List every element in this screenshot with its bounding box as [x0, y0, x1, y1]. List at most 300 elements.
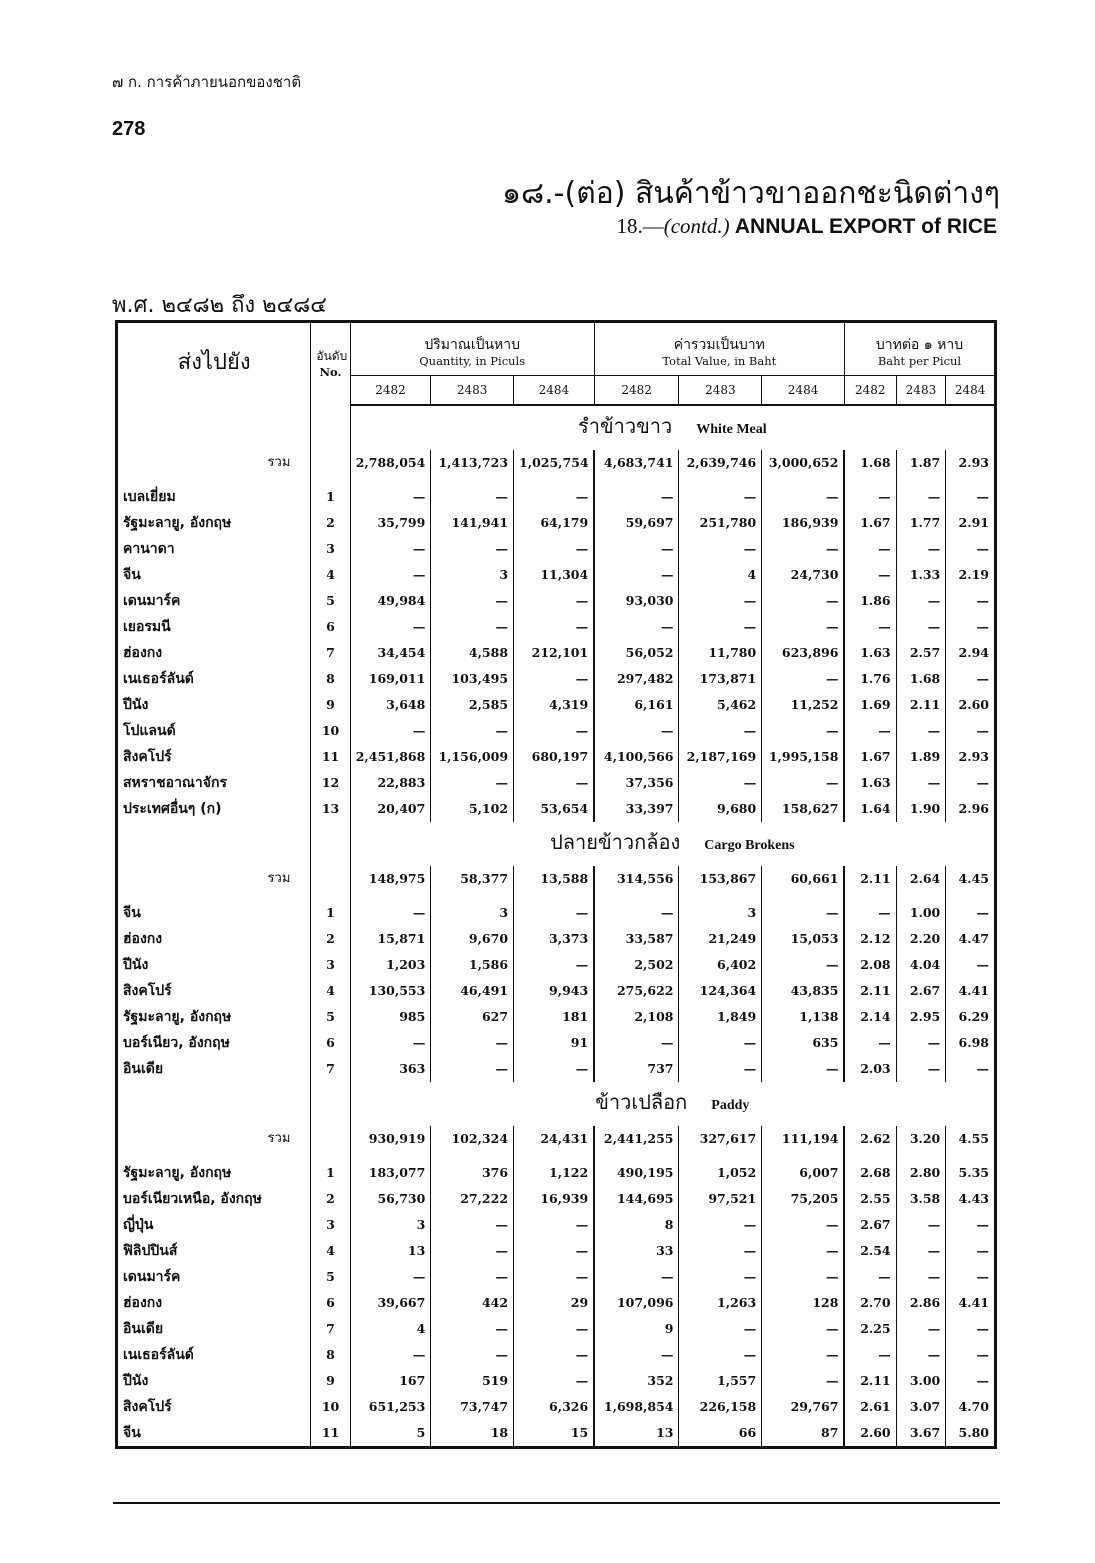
value-cell: — — [762, 1238, 845, 1264]
price-cell: — — [844, 484, 896, 510]
value-cell: 2,639,746 — [679, 450, 762, 476]
value-cell: 490,195 — [594, 1160, 679, 1186]
value-cell: — — [679, 1264, 762, 1290]
destination-cell: เดนมาร์ค — [117, 1264, 311, 1290]
quantity-cell: 930,919 — [350, 1126, 431, 1152]
value-cell: — — [594, 1342, 679, 1368]
value-cell: 4 — [679, 562, 762, 588]
rank-cell: 6 — [311, 1290, 350, 1316]
value-cell: — — [679, 536, 762, 562]
quantity-cell: 64,179 — [514, 510, 595, 536]
rank-cell: 5 — [311, 1004, 350, 1030]
price-cell: — — [844, 1030, 896, 1056]
value-cell: — — [594, 1264, 679, 1290]
quantity-cell: 148,975 — [350, 866, 431, 892]
value-cell: 153,867 — [679, 866, 762, 892]
year-header: 2483 — [679, 376, 762, 406]
price-cell: — — [896, 1316, 946, 1342]
value-cell: — — [594, 536, 679, 562]
quantity-cell: 183,077 — [350, 1160, 431, 1186]
spacer-cell — [762, 892, 845, 900]
price-cell: 1.86 — [844, 588, 896, 614]
price-cell: — — [844, 562, 896, 588]
value-cell: 37,356 — [594, 770, 679, 796]
blank-cell — [311, 405, 350, 450]
table-row — [117, 588, 996, 614]
spacer-row — [117, 892, 996, 900]
quantity-cell: 20,407 — [350, 796, 431, 822]
title-en-contd: (contd.) — [663, 214, 730, 238]
destination-cell: เยอรมนี — [117, 614, 311, 640]
value-cell: 29,767 — [762, 1394, 845, 1420]
quantity-cell: — — [514, 1342, 595, 1368]
price-cell: — — [896, 1342, 946, 1368]
spacer-cell — [311, 476, 350, 484]
value-cell: — — [762, 718, 845, 744]
quantity-cell: 5,102 — [431, 796, 514, 822]
price-cell: 4.45 — [958, 871, 989, 886]
table-row — [117, 536, 996, 562]
quantity-cell: 141,941 — [431, 510, 514, 536]
quantity-cell: 22,883 — [350, 770, 431, 796]
quantity-cell: 3,373 — [514, 926, 595, 952]
spacer-cell — [946, 476, 996, 484]
value-cell: 314,556 — [594, 866, 679, 892]
quantity-cell: — — [350, 536, 431, 562]
price-cell: — — [896, 1030, 946, 1056]
value-cell: 173,871 — [679, 666, 762, 692]
spacer-cell — [594, 1152, 679, 1160]
total-label: รวม — [117, 1126, 311, 1152]
total-row — [117, 866, 996, 892]
value-cell: 128 — [762, 1290, 845, 1316]
table-row — [117, 666, 996, 692]
value-cell: — — [762, 666, 845, 692]
year-header: 2482 — [844, 376, 896, 406]
quantity-cell: — — [514, 484, 595, 510]
spacer-cell — [514, 1152, 595, 1160]
value-cell: — — [762, 952, 845, 978]
value-cell: 60,661 — [762, 866, 845, 892]
table-row — [117, 952, 996, 978]
value-cell: 2,441,255 — [594, 1126, 679, 1152]
price-cell: — — [844, 1264, 896, 1290]
value-cell: — — [679, 614, 762, 640]
quantity-cell: — — [431, 614, 514, 640]
value-cell: 2,502 — [594, 952, 679, 978]
quantity-cell: — — [514, 900, 595, 926]
price-cell: 2.93 — [958, 749, 989, 764]
price-cell: 2.60 — [958, 697, 989, 712]
total-label: รวม — [117, 866, 311, 892]
rank-cell: 2 — [311, 1186, 350, 1212]
rank-cell: 10 — [311, 718, 350, 744]
table-row — [117, 1160, 996, 1186]
price-cell: — — [976, 957, 989, 972]
price-cell: 2.11 — [844, 1368, 896, 1394]
value-cell: — — [762, 1212, 845, 1238]
value-cell: 56,052 — [594, 640, 679, 666]
rank-cell: 7 — [311, 1056, 350, 1082]
destination-cell: เดนมาร์ค — [117, 588, 311, 614]
destination-cell: อินเดีย — [117, 1056, 311, 1082]
quantity-cell: — — [350, 614, 431, 640]
quantity-cell: — — [350, 562, 431, 588]
rank-cell: 3 — [311, 952, 350, 978]
spacer-cell — [311, 1152, 350, 1160]
quantity-cell: 1,203 — [350, 952, 431, 978]
spacer-cell — [679, 1152, 762, 1160]
spacer-cell — [594, 476, 679, 484]
price-cell: 2.60 — [844, 1420, 896, 1448]
price-cell: — — [896, 770, 946, 796]
rank-cell: 6 — [311, 614, 350, 640]
destination-cell: เนเธอร์ลันด์ — [117, 1342, 311, 1368]
table-row — [117, 718, 996, 744]
destination-cell: ฮ่องกง — [117, 926, 311, 952]
price-cell: 6.29 — [958, 1009, 989, 1024]
spacer-cell — [514, 476, 595, 484]
quantity-cell: 9,670 — [431, 926, 514, 952]
rank-cell — [311, 866, 350, 892]
quantity-cell: — — [431, 1342, 514, 1368]
price-cell: 1.87 — [896, 450, 946, 476]
price-cell: 1.69 — [844, 692, 896, 718]
quantity-cell: — — [514, 1264, 595, 1290]
value-cell: 251,780 — [679, 510, 762, 536]
value-cell: 2,108 — [594, 1004, 679, 1030]
table-row — [117, 1290, 996, 1316]
quantity-cell: 24,431 — [514, 1126, 595, 1152]
running-header: ๗ ก. การค้าภายนอกของชาติ — [112, 73, 302, 91]
quantity-cell: 3 — [350, 1212, 431, 1238]
quantity-cell: 58,377 — [431, 866, 514, 892]
spacer-cell — [431, 476, 514, 484]
table-row — [117, 1212, 996, 1238]
value-cell: 1,052 — [679, 1160, 762, 1186]
quantity-cell: — — [431, 718, 514, 744]
value-cell: — — [679, 1056, 762, 1082]
table-body — [117, 405, 996, 1448]
destination-cell: เบลเยี่ยม — [117, 484, 311, 510]
price-cell: — — [976, 1321, 989, 1336]
quantity-cell: — — [350, 1342, 431, 1368]
year-header: 2483 — [896, 376, 946, 406]
price-cell: — — [976, 489, 989, 504]
value-cell: 6,007 — [762, 1160, 845, 1186]
value-cell: 1,698,854 — [594, 1394, 679, 1420]
price-cell: 1.90 — [896, 796, 946, 822]
title-en-main: ANNUAL EXPORT of RICE — [734, 215, 997, 238]
spacer-row — [117, 1152, 996, 1160]
table-row — [117, 1186, 996, 1212]
price-cell: — — [844, 536, 896, 562]
table-row — [117, 1264, 996, 1290]
table-row — [117, 562, 996, 588]
quantity-cell: 2,585 — [431, 692, 514, 718]
quantity-cell: — — [431, 1316, 514, 1342]
value-cell: — — [679, 1030, 762, 1056]
page-number: 278 — [112, 118, 146, 140]
quantity-cell: 91 — [514, 1030, 595, 1056]
price-cell: 2.19 — [958, 567, 989, 582]
value-cell: 21,249 — [679, 926, 762, 952]
quantity-cell: — — [514, 1238, 595, 1264]
value-cell: 226,158 — [679, 1394, 762, 1420]
spacer-cell — [896, 1152, 946, 1160]
value-cell: 8 — [594, 1212, 679, 1238]
destination-cell: จีน — [117, 562, 311, 588]
destination-cell: เนเธอร์ลันด์ — [117, 666, 311, 692]
price-cell: 2.11 — [844, 866, 896, 892]
price-cell: 2.62 — [844, 1126, 896, 1152]
quantity-cell: — — [514, 1212, 595, 1238]
value-cell: — — [679, 1316, 762, 1342]
section-name-english: Cargo Brokens — [704, 838, 795, 853]
quantity-cell: 15 — [514, 1420, 595, 1448]
price-cell: 1.67 — [844, 510, 896, 536]
section-heading — [350, 822, 995, 866]
spacer-cell — [594, 892, 679, 900]
price-cell: 2.93 — [958, 455, 989, 470]
price-cell: — — [896, 536, 946, 562]
quantity-cell: 2,451,868 — [350, 744, 431, 770]
value-cell: 66 — [679, 1420, 762, 1448]
value-cell: — — [762, 770, 845, 796]
spacer-row — [117, 476, 996, 484]
value-cell: 186,939 — [762, 510, 845, 536]
value-cell: 1,995,158 — [762, 744, 845, 770]
rank-cell: 12 — [311, 770, 350, 796]
value-cell: — — [679, 770, 762, 796]
destination-cell: สิงคโปร์ — [117, 978, 311, 1004]
price-cell: 2.12 — [844, 926, 896, 952]
value-cell: 4,100,566 — [594, 744, 679, 770]
section-heading-row — [117, 1082, 996, 1126]
quantity-cell: 181 — [514, 1004, 595, 1030]
bottom-rule — [113, 1502, 1000, 1504]
price-cell: 2.94 — [958, 645, 989, 660]
price-cell: — — [896, 1212, 946, 1238]
spacer-cell — [679, 892, 762, 900]
value-cell: 2,187,169 — [679, 744, 762, 770]
quantity-cell: 985 — [350, 1004, 431, 1030]
spacer-cell — [117, 476, 311, 484]
rank-cell: 11 — [311, 744, 350, 770]
table-row — [117, 1004, 996, 1030]
spacer-cell — [514, 892, 595, 900]
spacer-cell — [896, 476, 946, 484]
price-cell: 1.00 — [896, 900, 946, 926]
value-cell: 3 — [679, 900, 762, 926]
rank-cell: 1 — [311, 1160, 350, 1186]
quantity-cell: — — [514, 1056, 595, 1082]
table-row — [117, 1238, 996, 1264]
section-name-thai: ปลายข้าวกล้อง — [550, 830, 681, 854]
quantity-cell: 13 — [350, 1238, 431, 1264]
value-cell: 737 — [594, 1056, 679, 1082]
year-header: 2484 — [762, 376, 845, 406]
section-heading-row — [117, 822, 996, 866]
rank-cell: 3 — [311, 536, 350, 562]
value-cell: 1,138 — [762, 1004, 845, 1030]
price-cell: 2.11 — [896, 692, 946, 718]
price-cell: 2.91 — [958, 515, 989, 530]
section-heading-row — [117, 405, 996, 450]
rank-cell: 9 — [311, 1368, 350, 1394]
value-cell: — — [594, 718, 679, 744]
rank-cell: 7 — [311, 1316, 350, 1342]
blank-cell — [311, 1082, 350, 1126]
quantity-cell: 73,747 — [431, 1394, 514, 1420]
quantity-cell: — — [514, 1316, 595, 1342]
destination-cell: รัฐมะลายู, อังกฤษ — [117, 510, 311, 536]
quantity-cell: 6,326 — [514, 1394, 595, 1420]
quantity-cell: 4,588 — [431, 640, 514, 666]
price-cell: — — [896, 588, 946, 614]
destination-cell: สิงคโปร์ — [117, 744, 311, 770]
destination-cell: รัฐมะลายู, อังกฤษ — [117, 1160, 311, 1186]
value-cell: — — [594, 614, 679, 640]
rank-cell: 4 — [311, 1238, 350, 1264]
price-cell: 2.11 — [844, 978, 896, 1004]
price-cell: — — [976, 775, 989, 790]
price-cell: 2.68 — [844, 1160, 896, 1186]
value-cell: 15,053 — [762, 926, 845, 952]
rank-cell: 4 — [311, 562, 350, 588]
value-cell: — — [679, 1212, 762, 1238]
value-cell: 275,622 — [594, 978, 679, 1004]
spacer-cell — [117, 1152, 311, 1160]
quantity-cell: — — [350, 1030, 431, 1056]
value-cell: — — [762, 484, 845, 510]
price-cell: 2.67 — [896, 978, 946, 1004]
price-cell: 3.00 — [896, 1368, 946, 1394]
value-cell: 24,730 — [762, 562, 845, 588]
value-cell: — — [679, 484, 762, 510]
value-cell: — — [762, 1264, 845, 1290]
value-cell: — — [594, 900, 679, 926]
value-cell: 124,364 — [679, 978, 762, 1004]
quantity-cell: — — [514, 952, 595, 978]
section-heading — [350, 1082, 995, 1126]
spacer-cell — [431, 892, 514, 900]
price-cell: — — [844, 614, 896, 640]
price-cell: 1.67 — [844, 744, 896, 770]
quantity-cell: 169,011 — [350, 666, 431, 692]
price-cell: — — [976, 723, 989, 738]
spacer-cell — [946, 892, 996, 900]
price-cell: 3.58 — [896, 1186, 946, 1212]
quantity-cell: 519 — [431, 1368, 514, 1394]
spacer-cell — [762, 1152, 845, 1160]
price-cell: 2.86 — [896, 1290, 946, 1316]
spacer-cell — [896, 892, 946, 900]
value-cell: 3,000,652 — [762, 450, 845, 476]
spacer-cell — [844, 476, 896, 484]
blank-cell — [117, 405, 311, 450]
price-cell: 2.14 — [844, 1004, 896, 1030]
quantity-cell: — — [514, 588, 595, 614]
destination-cell: สหราชอาณาจักร — [117, 770, 311, 796]
value-header: ค่ารวมเป็นบาท Total Value, in Baht — [594, 322, 844, 376]
price-cell: 1.64 — [844, 796, 896, 822]
price-cell: — — [844, 1342, 896, 1368]
quantity-cell: 15,871 — [350, 926, 431, 952]
title-en-prefix: 18.— — [616, 214, 664, 238]
rank-cell — [311, 450, 350, 476]
quantity-cell: 29 — [514, 1290, 595, 1316]
quantity-cell: 13,588 — [514, 866, 595, 892]
quantity-cell: — — [350, 718, 431, 744]
rank-cell: 5 — [311, 1264, 350, 1290]
price-cell: 1.68 — [844, 450, 896, 476]
price-cell: — — [976, 1347, 989, 1362]
value-cell: 9 — [594, 1316, 679, 1342]
value-cell: 13 — [594, 1420, 679, 1448]
quantity-cell: — — [514, 770, 595, 796]
section-heading — [350, 405, 995, 450]
quantity-cell: 4 — [350, 1316, 431, 1342]
quantity-cell: 102,324 — [431, 1126, 514, 1152]
destination-cell: บอร์เนียวเหนือ, อังกฤษ — [117, 1186, 311, 1212]
quantity-cell: — — [431, 770, 514, 796]
quantity-header: ปริมาณเป็นหาบ Quantity, in Piculs — [350, 322, 594, 376]
price-cell: — — [896, 1264, 946, 1290]
destination-cell: ฮ่องกง — [117, 640, 311, 666]
price-cell: 4.04 — [896, 952, 946, 978]
quantity-cell: 11,304 — [514, 562, 595, 588]
quantity-cell: — — [431, 536, 514, 562]
quantity-cell: 680,197 — [514, 744, 595, 770]
period-label: พ.ศ. ๒๔๘๒ ถึง ๒๔๘๔ — [112, 293, 327, 318]
quantity-cell: — — [514, 718, 595, 744]
value-cell: — — [594, 562, 679, 588]
value-cell: 11,252 — [762, 692, 845, 718]
price-cell: 6.98 — [958, 1035, 989, 1050]
price-cell: — — [896, 718, 946, 744]
rank-cell: 1 — [311, 484, 350, 510]
price-cell: 2.64 — [896, 866, 946, 892]
price-cell: — — [976, 1243, 989, 1258]
price-cell: — — [976, 1061, 989, 1076]
value-cell: 327,617 — [679, 1126, 762, 1152]
price-cell: — — [896, 484, 946, 510]
value-cell: 87 — [762, 1420, 845, 1448]
spacer-cell — [844, 1152, 896, 1160]
value-cell: — — [594, 484, 679, 510]
rank-cell: 9 — [311, 692, 350, 718]
table-row — [117, 978, 996, 1004]
price-cell: 5.35 — [958, 1165, 989, 1180]
table-row — [117, 1420, 996, 1448]
spacer-cell — [117, 892, 311, 900]
spacer-cell — [350, 1152, 431, 1160]
value-cell: — — [762, 1316, 845, 1342]
destination-cell: ปีนัง — [117, 952, 311, 978]
value-cell: 107,096 — [594, 1290, 679, 1316]
rank-cell: 1 — [311, 900, 350, 926]
value-cell: 352 — [594, 1368, 679, 1394]
value-cell: 158,627 — [762, 796, 845, 822]
destination-cell: ฮ่องกง — [117, 1290, 311, 1316]
price-cell: — — [976, 593, 989, 608]
destination-cell: รัฐมะลายู, อังกฤษ — [117, 1004, 311, 1030]
quantity-cell: — — [431, 1056, 514, 1082]
table-row — [117, 1030, 996, 1056]
price-cell: 2.70 — [844, 1290, 896, 1316]
table-row — [117, 484, 996, 510]
